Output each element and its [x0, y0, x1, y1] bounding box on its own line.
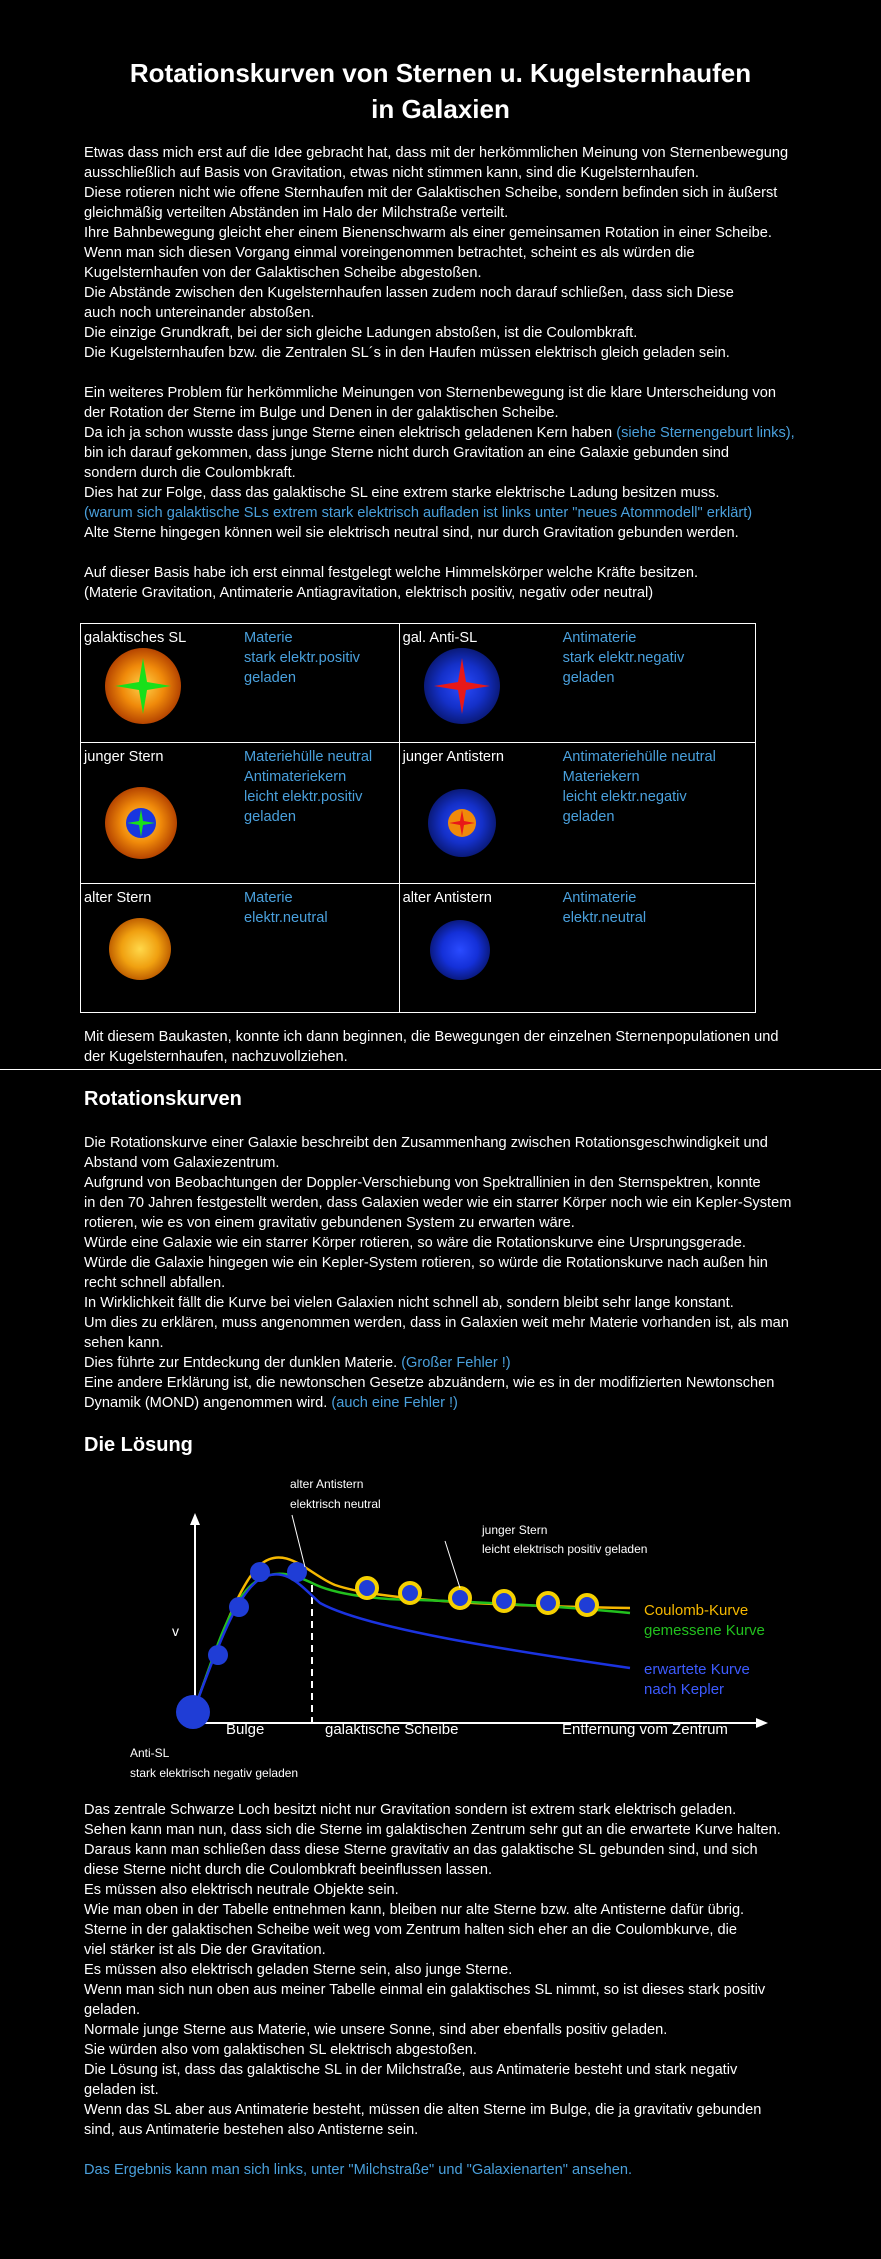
- old-star-icon: [107, 916, 173, 982]
- young-star-dot: [494, 1591, 514, 1611]
- table-row: [81, 884, 756, 1013]
- cell-desc: Materiehülle neutral Antimateriekern leicht elektr.positiv geladen: [244, 749, 373, 825]
- section-heading-loesung: Die Lösung: [84, 1434, 193, 1456]
- cell-name: gal. Anti-SL: [402, 630, 478, 646]
- cell-name: alter Stern: [84, 890, 152, 906]
- note-auch-fehler: (auch eine Fehler !): [331, 1395, 458, 1411]
- x-axis-arrow: [756, 1718, 768, 1728]
- label-young-star: junger Stern: [482, 1523, 548, 1537]
- label-anti-sl: Anti-SL: [130, 1746, 170, 1760]
- label-old-antistar-sub: elektrisch neutral: [290, 1497, 381, 1511]
- cell-desc: Materie elektr.neutral: [244, 890, 328, 926]
- pointer-old-antistar: [292, 1515, 305, 1567]
- cell-name: galaktisches SL: [84, 630, 187, 646]
- link-atommodell[interactable]: (warum sich galaktische SLs extrem stark elektrisch aufladen ist links unter "neues Atommodell" erklärt): [84, 505, 753, 521]
- legend-measured: gemessene Kurve: [644, 1622, 765, 1639]
- label-anti-sl-sub: stark elektrisch negativ geladen: [130, 1766, 299, 1780]
- legend-coulomb: Coulomb-Kurve: [644, 1602, 749, 1619]
- table-row: [81, 743, 756, 884]
- cell-desc: Antimaterie stark elektr.negativ geladen: [562, 630, 685, 686]
- rotation-paragraph: Die Rotationskurve einer Galaxie beschreibt den Zusammenhang zwischen Rotationsgeschwindigkeit und Abstand vom Galaxiezentrum. Aufgrund von Beobachtungen der Doppler-Verschiebung von Spektrallinien in den Sternspektren, konnte in den 70 Jahren festgestellt werden, dass Galaxien weder wie ein starrer Körper noch wie ein Kepler-System rotieren, wie es von einem gravitativ gebundenen System zu erwarten wäre. Würde eine Galaxie wie ein starrer Körper rotieren, so wäre die Rotationskurve eine Ursprungsgerade. Würde die Galaxie hingegen wie ein Kepler-System rotieren, so würde die Rotationskurve nach außen hin recht schnell abfallen. In Wirklichkeit fällt die Kurve bei vielen Galaxien nicht schnell ab, sondern bleibt sehr lange konstant. Um dies zu erklären, muss angenommen werden, dass in Galaxien weit mehr Materie vorhanden ist, als man sehen kann. Dies führte zur Entdeckung der dunklen Materie. (Großer Fehler !) Eine andere Erklärung ist, die newtonschen Gesetze abzuändern, wie es in der modifizierten Newtonschen Dynamik (MOND) angenommen wird. (auch eine Fehler !): [84, 1135, 792, 1411]
- link-ergebnis[interactable]: Das Ergebnis kann man sich links, unter "Milchstraße" und "Galaxienarten" ansehen.: [84, 2162, 632, 2178]
- table-row: [81, 624, 756, 743]
- label-young-star-sub: leicht elektrisch positiv geladen: [482, 1542, 648, 1556]
- section-heading-rotationskurven: Rotationskurven: [84, 1088, 242, 1110]
- young-antistar-icon: [426, 787, 498, 859]
- pointer-young-star: [445, 1541, 460, 1588]
- cell-name: junger Stern: [84, 749, 164, 765]
- legend-expected-sub: nach Kepler: [644, 1681, 725, 1698]
- young-star-dot: [357, 1578, 377, 1598]
- old-antistar-icon: [428, 918, 492, 982]
- population-table: [80, 623, 756, 1013]
- old-antistar-dot: [208, 1645, 228, 1665]
- y-axis-arrow: [190, 1513, 200, 1525]
- note-grosser-fehler: (Großer Fehler !): [401, 1355, 511, 1371]
- label-old-antistar: alter Antistern: [290, 1477, 364, 1491]
- link-sternengeburt[interactable]: (siehe Sternengeburt links),: [616, 425, 795, 441]
- label-distance: Entfernung vom Zentrum: [562, 1721, 728, 1738]
- baukasten-paragraph: Mit diesem Baukasten, konnte ich dann beginnen, die Bewegungen der einzelnen Sternenpopulationen und der Kugelsternhaufen, nachzuvollziehen.: [84, 1029, 779, 1065]
- young-star-dot: [450, 1588, 470, 1608]
- basis-paragraph: Auf dieser Basis habe ich erst einmal festgelegt welche Himmelskörper welche Kräfte besitzen. (Materie Gravitation, Antimaterie Antiagravitation, elektrisch positiv, negativ oder neutral): [84, 565, 699, 601]
- cell-name: junger Antistern: [402, 749, 504, 765]
- page-title: Rotationskurven von Sternen u. Kugelsternhaufen in Galaxien: [129, 58, 752, 124]
- anti-sl-icon: [422, 646, 502, 726]
- conclusion-paragraph: Das zentrale Schwarze Loch besitzt nicht nur Gravitation sondern ist extrem stark elektrisch geladen. Sehen kann man nun, dass sich die Sterne im galaktischen Zentrum sehr gut an die erwartete Kurve halten. Daraus kann man schließen dass diese Sterne gravitativ an das galaktische SL gebunden sind, und sich diese Sterne nicht durch die Coulombkraft beeinflussen lassen. Es müssen also elektrisch neutrale Objekte sein. Wie man oben in der Tabelle entnehmen kann, bleiben nur alte Sterne bzw. alte Antisterne dafür übrig. Sterne in der galaktischen Scheibe weit weg vom Zentrum halten sich eher an die Coulombkurve, die viel stärker ist als Die der Gravitation. Es müssen also elektrisch geladen Sterne sein, also junge Sterne. Wenn man sich nun oben aus meiner Tabelle einmal ein galaktisches SL nimmt, so ist dieses stark positiv geladen. Normale junge Sterne aus Materie, wie unsere Sonne, sind aber ebenfalls positiv geladen. Sie würden also vom galaktischen SL elektrisch abgestoßen. Die Lösung ist, dass das galaktische SL in der Milchstraße, aus Antimaterie besteht und stark negativ geladen ist. Wenn das SL aber aus Antimaterie besteht, müssen die alten Sterne im Bulge, die ja gravitativ gebunden sind, aus Antimaterie bestehen also Antisterne sein.: [84, 1802, 781, 2138]
- label-disk: galaktische Scheibe: [325, 1721, 459, 1738]
- cell-desc: Antimateriehülle neutral Materiekern leicht elektr.negativ geladen: [562, 749, 716, 825]
- label-v: v: [172, 1623, 179, 1639]
- label-bulge: Bulge: [226, 1721, 265, 1738]
- young-star-icon: [101, 783, 181, 863]
- cell-name: alter Antistern: [402, 890, 492, 906]
- intro-paragraph: Etwas dass mich erst auf die Idee gebracht hat, dass mit der herkömmlichen Meinung von Sternenbewegung ausschließlich auf Basis von Gravitation, etwas nicht stimmen kann, sind die Kugelsternhaufen. Diese rotieren nicht wie offene Sternhaufen mit der Galaktischen Scheibe, sondern befinden sich in äußerst gleichmäßig verteilten Abständen im Halo der Milchstraße verteilt. Ihre Bahnbewegung gleicht eher einem Bienenschwarm als einer gemeinsamen Rotation in einer Scheibe. Wenn man sich diesen Vorgang einmal voreingenommen betrachtet, scheint es als würden die Kugelsternhaufen von der Galaktischen Scheibe abgestoßen. Die Abstände zwischen den Kugelsternhaufen lassen zudem noch darauf schließen, dass sich Diese auch noch untereinander abstoßen. Die einzige Grundkraft, bei der sich gleiche Ladungen abstoßen, ist die Coulombkraft. Die Kugelsternhaufen bzw. die Zentralen SL´s in den Haufen müssen elektrisch gleich geladen sein.: [84, 145, 789, 361]
- rotation-curve-diagram: [120, 1475, 780, 1790]
- old-antistar-dot: [229, 1597, 249, 1617]
- cell-desc: Materie stark elektr.positiv geladen: [244, 630, 360, 686]
- old-antistar-dot: [250, 1562, 270, 1582]
- problem-paragraph: Ein weiteres Problem für herkömmliche Meinungen von Sternenbewegung ist die klare Unterscheidung von der Rotation der Sterne im Bulge und Denen in der galaktischen Scheibe. Da ich ja schon wusste dass junge Sterne einen elektrisch geladenen Kern haben (siehe Sternengeburt links), bin ich darauf gekommen, dass junge Sterne nicht durch Gravitation an eine Galaxie gebunden sind sondern durch die Coulombkraft. Dies hat zur Folge, dass das galaktische SL eine extrem starke elektrische Ladung besitzen muss. (warum sich galaktische SLs extrem stark elektrisch aufladen ist links unter "neues Atommodell" erklärt) Alte Sterne hingegen können weil sie elektrisch neutral sind, nur durch Gravitation gebunden werden.: [84, 383, 844, 543]
- anti-sl-dot: [176, 1695, 210, 1729]
- legend-expected: erwartete Kurve: [644, 1661, 750, 1678]
- young-star-dot: [400, 1583, 420, 1603]
- section-divider: [0, 1069, 881, 1070]
- young-star-dot: [577, 1595, 597, 1615]
- galactic-sl-icon: [103, 646, 183, 726]
- cell-desc: Antimaterie elektr.neutral: [562, 890, 647, 926]
- young-star-dot: [538, 1593, 558, 1613]
